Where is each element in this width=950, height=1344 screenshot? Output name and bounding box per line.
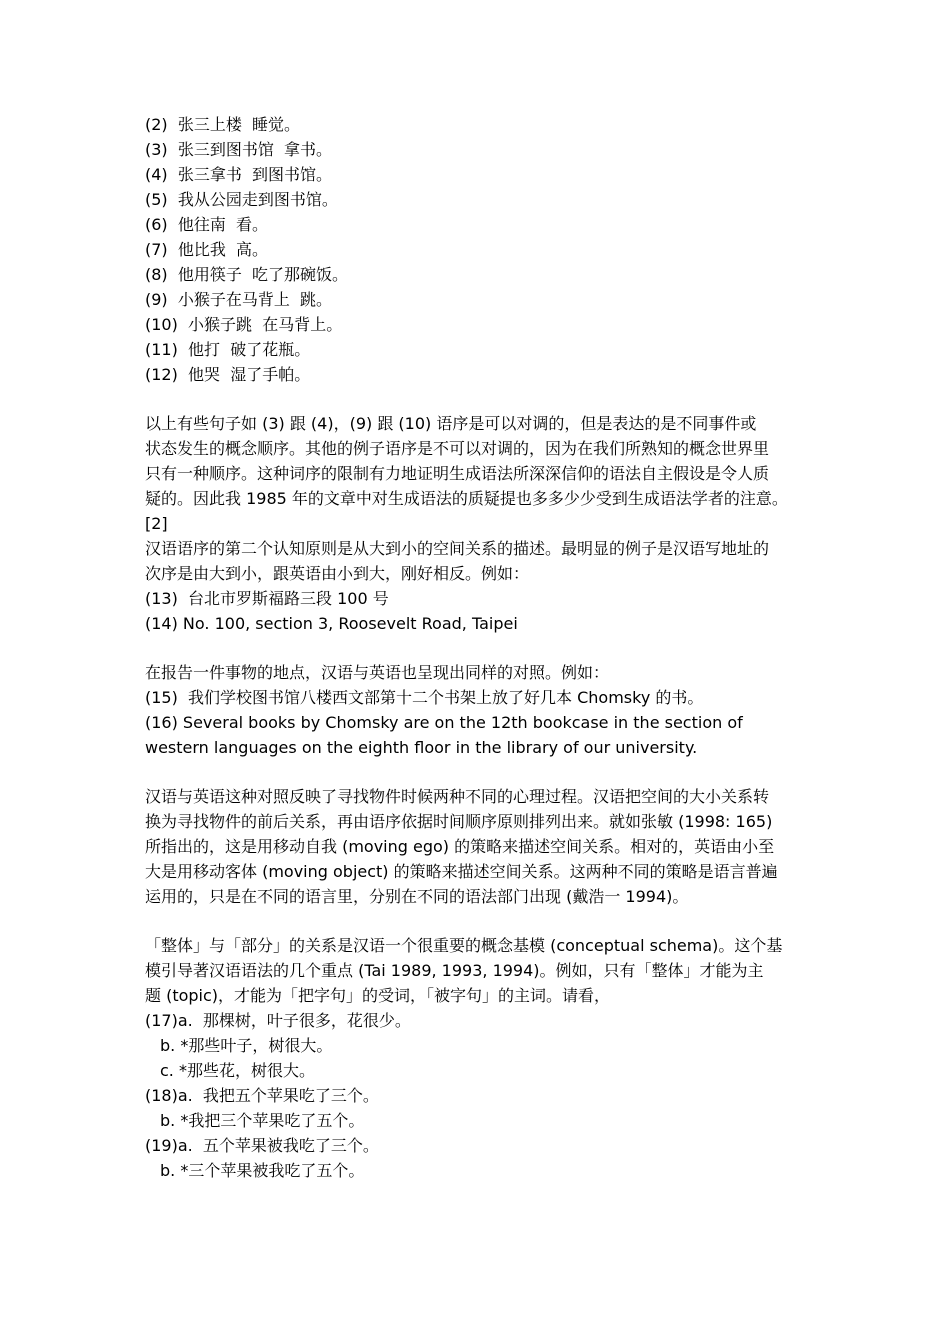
paragraph-line: 次序是由大到小，跟英语由小到大，刚好相反。例如：	[145, 564, 530, 583]
paragraph-line: 运用的，只是在不同的语言里，分别在不同的语法部门出现 (戴浩一 1994)。	[145, 887, 689, 906]
example-subline: b. *我把三个苹果吃了五个。	[160, 1111, 365, 1130]
paragraph-line: 状态发生的概念顺序。其他的例子语序是不可以对调的，因为在我们所熟知的概念世界里	[145, 439, 770, 458]
paragraph-line: 「整体」与「部分」的关系是汉语一个很重要的概念基模 (conceptual schema)。这个基	[145, 936, 783, 955]
example-line: (16) Several books by Chomsky are on the 12th bookcase in the section of	[145, 713, 743, 732]
paragraph-line: 汉语语序的第二个认知原则是从大到小的空间关系的描述。最明显的例子是汉语写地址的	[145, 539, 770, 558]
paragraph-word-order-discussion	[145, 411, 825, 536]
example-line: western languages on the eighth floor in the library of our university.	[145, 738, 698, 757]
example-line: (3) 张三到图书馆 拿书。	[145, 140, 333, 159]
example-line: (2) 张三上楼 睡觉。	[145, 115, 301, 134]
paragraph-line: 大是用移动客体 (moving object) 的策略来描述空间关系。这两种不同的策略是语言普遍	[145, 862, 778, 881]
paragraph-line: 所指出的，这是用移动自我 (moving ego) 的策略来描述空间关系。相对的，英语由小至	[145, 837, 775, 856]
document-page	[145, 112, 825, 1183]
example-line: (18)a. 我把五个苹果吃了三个。	[145, 1086, 379, 1105]
example-line: (10) 小猴子跳 在马背上。	[145, 315, 343, 334]
paragraph-line: 换为寻找物件的前后关系，再由语序依据时间顺序原则排列出来。就如张敏 (1998: 165)	[145, 812, 773, 831]
example-list-address	[145, 586, 825, 636]
example-line: (14) No. 100, section 3, Roosevelt Road, Taipei	[145, 614, 518, 633]
example-line: (6) 他往南 看。	[145, 215, 269, 234]
paragraph-whole-part	[145, 933, 825, 1008]
paragraph-line: 汉语与英语这种对照反映了寻找物件时候两种不同的心理过程。汉语把空间的大小关系转	[145, 787, 770, 806]
paragraph-line: 只有一种顺序。这种词序的限制有力地证明生成语法所深深信仰的语法自主假设是令人质	[145, 464, 770, 483]
example-line: (19)a. 五个苹果被我吃了三个。	[145, 1136, 379, 1155]
paragraph-moving-ego	[145, 784, 825, 909]
example-subline: b. *那些叶子，树很大。	[160, 1036, 333, 1055]
paragraph-spatial-principle	[145, 536, 825, 586]
example-line: (5) 我从公园走到图书馆。	[145, 190, 338, 209]
example-line: (11) 他打 破了花瓶。	[145, 340, 311, 359]
example-line: (7) 他比我 高。	[145, 240, 269, 259]
footnote-marker: [2]	[145, 514, 168, 533]
example-list-word-order	[145, 112, 825, 387]
example-line: (13) 台北市罗斯福路三段 100 号	[145, 589, 389, 608]
paragraph-line: 模引导著汉语语法的几个重点 (Tai 1989, 1993, 1994)。例如，只有「整体」才能为主	[145, 961, 764, 980]
paragraph-line: 题 (topic)，才能为「把字句」的受词，「被字句」的主词。请看，	[145, 986, 611, 1005]
example-line: (15) 我们学校图书馆八楼西文部第十二个书架上放了好几本 Chomsky 的书。	[145, 688, 704, 707]
example-line: (17)a. 那棵树，叶子很多，花很少。	[145, 1011, 411, 1030]
example-subline: c. *那些花，树很大。	[160, 1061, 315, 1080]
example-line: (8) 他用筷子 吃了那碗饭。	[145, 265, 349, 284]
example-line: (12) 他哭 湿了手帕。	[145, 365, 311, 384]
example-line: (9) 小猴子在马背上 跳。	[145, 290, 333, 309]
example-list-whole-part	[145, 1008, 825, 1183]
paragraph-line: 疑的。因此我 1985 年的文章中对生成语法的质疑提也多多少少受到生成语法学者的注意。	[145, 489, 788, 508]
paragraph-line: 以上有些句子如 (3) 跟 (4)，(9) 跟 (10) 语序是可以对调的，但是表达的是不同事件或	[145, 414, 757, 433]
paragraph-location-contrast: 在报告一件事物的地点，汉语与英语也呈现出同样的对照。例如：	[145, 663, 610, 682]
example-line: (4) 张三拿书 到图书馆。	[145, 165, 333, 184]
example-subline: b. *三个苹果被我吃了五个。	[160, 1161, 365, 1180]
example-list-location	[145, 685, 825, 760]
